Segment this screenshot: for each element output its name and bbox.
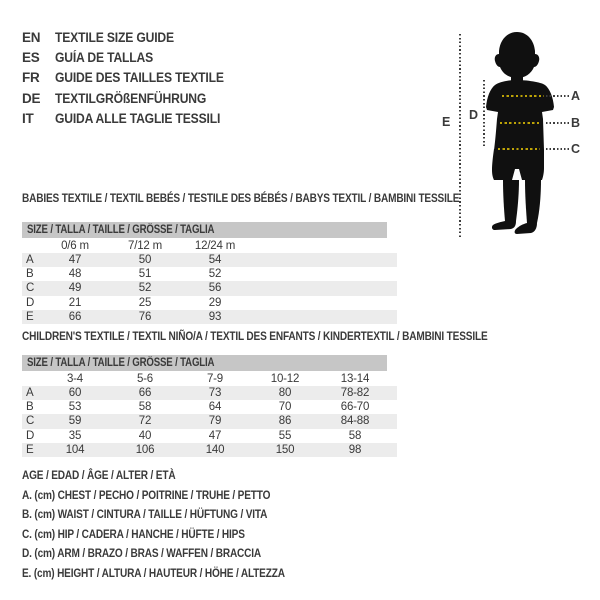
hip-dash-line-C xyxy=(498,148,540,150)
row-label: C xyxy=(26,415,35,428)
measurement-figure xyxy=(440,28,598,243)
language-code: ES xyxy=(22,50,40,66)
measurement-value-cell: 52 xyxy=(208,268,222,281)
table-row xyxy=(22,386,397,400)
language-code: EN xyxy=(22,29,41,45)
measurement-value-cell: 104 xyxy=(65,443,85,456)
measurement-value-cell: 98 xyxy=(348,443,362,456)
children-table-rows xyxy=(22,386,397,457)
language-row xyxy=(22,27,243,47)
table-row xyxy=(22,296,397,310)
language-row xyxy=(22,88,243,108)
legend-line xyxy=(22,488,335,508)
legend-line-text: B. (cm) WAIST / CINTURA / TAILLE / HÜFTUNG / VITA xyxy=(22,507,268,522)
measurement-value-cell: 54 xyxy=(208,254,222,267)
measurement-value-cell: 51 xyxy=(138,268,152,281)
babies-table-rows xyxy=(22,253,397,324)
legend-line-text: D. (cm) ARM / BRAZO / BRAS / WAFFEN / BRACCIA xyxy=(22,546,262,561)
measurement-value-cell: 55 xyxy=(278,429,292,442)
leader-dots-A xyxy=(546,95,569,97)
size-column-header: 10-12 xyxy=(270,372,300,385)
leader-dots-C xyxy=(546,148,569,150)
size-column-header: 7/12 m xyxy=(128,239,162,252)
legend-line xyxy=(22,527,335,547)
measurement-value-cell: 56 xyxy=(208,282,222,295)
table-row xyxy=(22,253,397,267)
legend-line xyxy=(22,566,335,586)
measure-label-D: D xyxy=(469,108,478,122)
language-title-list xyxy=(22,27,243,129)
legend-line xyxy=(22,468,335,488)
measurement-value-cell: 52 xyxy=(138,282,152,295)
measurement-value-cell: 93 xyxy=(208,310,222,323)
leader-dots-B xyxy=(546,122,569,124)
measurement-value-cell: 60 xyxy=(68,387,82,400)
language-row xyxy=(22,68,243,88)
row-label: B xyxy=(26,268,34,281)
measurement-value-cell: 66 xyxy=(68,310,82,323)
row-label: A xyxy=(26,254,34,267)
measurement-value-cell: 58 xyxy=(138,401,152,414)
measure-label-E: E xyxy=(442,115,451,129)
silhouette-shorts xyxy=(492,149,544,180)
size-column-header: 7-9 xyxy=(206,372,224,385)
row-label: D xyxy=(26,296,35,309)
measurement-value-cell: 86 xyxy=(278,415,292,428)
measurement-value-cell: 84-88 xyxy=(340,415,370,428)
measurement-value-cell: 78-82 xyxy=(340,387,370,400)
measurement-value-cell: 72 xyxy=(138,415,152,428)
table-row xyxy=(22,267,397,281)
size-column-header: 0/6 m xyxy=(61,239,89,252)
measurement-value-cell: 49 xyxy=(68,282,82,295)
waist-dash-line-B xyxy=(500,122,540,124)
measurement-value-cell: 140 xyxy=(205,443,225,456)
silhouette-shirt xyxy=(486,80,554,150)
guide-title-text: GUIDE DES TAILLES TEXTILE xyxy=(55,70,224,86)
measurement-value-cell: 59 xyxy=(68,415,82,428)
legend-line xyxy=(22,507,335,527)
table-row xyxy=(22,310,397,324)
row-label: C xyxy=(26,282,35,295)
language-row xyxy=(22,109,243,129)
language-code: FR xyxy=(22,70,40,86)
measurement-value-cell: 50 xyxy=(138,254,152,267)
size-column-header: 13-14 xyxy=(340,372,370,385)
measurement-value-cell: 40 xyxy=(138,429,152,442)
row-label: D xyxy=(26,429,35,442)
legend-line-text: AGE / EDAD / ÂGE / ALTER / ETÀ xyxy=(22,468,176,482)
measurement-value-cell: 66 xyxy=(138,387,152,400)
size-column-header: 3-4 xyxy=(66,372,84,385)
measurement-value-cell: 106 xyxy=(135,443,155,456)
measurement-value-cell: 150 xyxy=(275,443,295,456)
table-row xyxy=(22,281,397,295)
measurement-value-cell: 35 xyxy=(68,429,82,442)
measurement-value-cell: 47 xyxy=(208,429,222,442)
legend-line xyxy=(22,546,335,566)
guide-title-text: TEXTILGRÖßENFÜHRUNG xyxy=(55,90,207,106)
legend-line-text: E. (cm) HEIGHT / ALTURA / HAUTEUR / HÖHE / ALTEZZA xyxy=(22,565,285,580)
chest-dash-line-A xyxy=(502,95,544,97)
measurement-value-cell: 66-70 xyxy=(340,401,370,414)
row-label: E xyxy=(26,310,34,323)
measurement-value-cell: 25 xyxy=(138,296,152,309)
table-row xyxy=(22,400,397,414)
guide-title-text: GUIDA ALLE TAGLIE TESSILI xyxy=(55,111,221,127)
measurement-value-cell: 64 xyxy=(208,401,222,414)
language-row xyxy=(22,47,243,67)
babies-table-title: BABIES TEXTILE / TEXTIL BEBÉS / TESTILE DES BÉBÉS / BABYS TEXTIL / BAMBINI TESSILE xyxy=(22,191,460,205)
children-size-header-bar: SIZE / TALLA / TAILLE / GRÖSSE / TAGLIA xyxy=(22,355,387,371)
size-column-header: 5-6 xyxy=(136,372,154,385)
measurement-legend xyxy=(22,468,335,586)
legend-line-text: C. (cm) HIP / CADERA / HANCHE / HÜFTE / HIPS xyxy=(22,526,245,541)
child-silhouette xyxy=(486,30,576,237)
measurement-value-cell: 21 xyxy=(68,296,82,309)
guide-title-text: TEXTILE SIZE GUIDE xyxy=(55,29,174,45)
row-label: B xyxy=(26,401,34,414)
measurement-value-cell: 53 xyxy=(68,401,82,414)
row-label: A xyxy=(26,387,34,400)
measure-label-B: B xyxy=(571,116,580,130)
babies-column-headers xyxy=(22,238,397,253)
torso-guide-line-D xyxy=(483,80,485,147)
silhouette-right-foot xyxy=(515,223,537,234)
height-guide-line-E xyxy=(459,34,461,237)
measurement-value-cell: 79 xyxy=(208,415,222,428)
legend-line-text: A. (cm) CHEST / PECHO / POITRINE / TRUHE / PETTO xyxy=(22,487,271,502)
language-code: IT xyxy=(22,111,34,127)
measurement-value-cell: 58 xyxy=(348,429,362,442)
measurement-value-cell: 76 xyxy=(138,310,152,323)
measurement-value-cell: 80 xyxy=(278,387,292,400)
language-code: DE xyxy=(22,90,41,106)
silhouette-left-foot xyxy=(492,221,516,230)
measurement-value-cell: 70 xyxy=(278,401,292,414)
measure-label-A: A xyxy=(571,89,580,103)
size-column-header: 12/24 m xyxy=(194,239,236,252)
measurement-value-cell: 48 xyxy=(68,268,82,281)
babies-size-header-bar: SIZE / TALLA / TAILLE / GRÖSSE / TAGLIA xyxy=(22,222,387,238)
table-row xyxy=(22,414,397,428)
silhouette-neck xyxy=(511,68,523,82)
measure-label-C: C xyxy=(571,142,580,156)
guide-title-text: GUÍA DE TALLAS xyxy=(55,50,154,66)
table-row xyxy=(22,443,397,457)
table-row xyxy=(22,429,397,443)
children-column-headers xyxy=(22,371,397,386)
measurement-value-cell: 73 xyxy=(208,387,222,400)
row-label: E xyxy=(26,443,34,456)
measurement-value-cell: 29 xyxy=(208,296,222,309)
children-table-title: CHILDREN'S TEXTILE / TEXTIL NIÑO/A / TEXTIL DES ENFANTS / KINDERTEXTIL / BAMBINI TESSILE xyxy=(22,329,488,343)
measurement-value-cell: 47 xyxy=(68,254,82,267)
